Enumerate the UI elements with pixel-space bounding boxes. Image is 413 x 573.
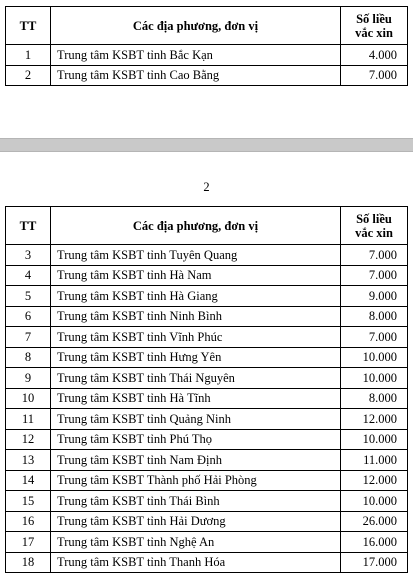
- row-doses: 8.000: [341, 306, 408, 327]
- row-unit: Trung tâm KSBT tỉnh Nam Định: [51, 450, 341, 471]
- row-number: 5: [6, 286, 51, 307]
- row-unit: Trung tâm KSBT tỉnh Thanh Hóa: [51, 552, 341, 573]
- row-doses: 10.000: [341, 368, 408, 389]
- page-break: [0, 138, 413, 152]
- row-number: 10: [6, 388, 51, 409]
- row-number: 16: [6, 511, 51, 532]
- table-row: [6, 347, 408, 368]
- table-row: [6, 450, 408, 471]
- header-unit: Các địa phương, đơn vị: [51, 7, 341, 45]
- row-number: 6: [6, 306, 51, 327]
- table-row: [6, 511, 408, 532]
- table-row: [6, 491, 408, 512]
- row-doses: 7.000: [341, 327, 408, 348]
- table-row: [6, 265, 408, 286]
- row-number: 18: [6, 552, 51, 573]
- row-doses: 12.000: [341, 470, 408, 491]
- table-row: [6, 552, 408, 573]
- table-row: [6, 429, 408, 450]
- row-doses: 10.000: [341, 491, 408, 512]
- header-tt: TT: [6, 7, 51, 45]
- row-doses: 11.000: [341, 450, 408, 471]
- row-unit: Trung tâm KSBT Thành phố Hải Phòng: [51, 470, 341, 491]
- page-number: 2: [203, 180, 210, 194]
- header-tt: TT: [6, 207, 51, 245]
- header-doses-line1: Số liều: [356, 211, 392, 226]
- row-doses: 4.000: [341, 45, 408, 66]
- row-number: 3: [6, 245, 51, 266]
- table-row: [6, 245, 408, 266]
- row-doses: 7.000: [341, 245, 408, 266]
- row-doses: 12.000: [341, 409, 408, 430]
- row-unit: Trung tâm KSBT tỉnh Quảng Ninh: [51, 409, 341, 430]
- row-doses: 10.000: [341, 347, 408, 368]
- table-row: [6, 532, 408, 553]
- table-header-row: [6, 207, 408, 245]
- row-doses: 9.000: [341, 286, 408, 307]
- row-number: 15: [6, 491, 51, 512]
- row-number: 9: [6, 368, 51, 389]
- row-number: 4: [6, 265, 51, 286]
- table-header-row: [6, 7, 408, 45]
- table-row: [6, 388, 408, 409]
- row-number: 8: [6, 347, 51, 368]
- vaccine-table-page-2: [5, 206, 408, 573]
- row-unit: Trung tâm KSBT tỉnh Hà Nam: [51, 265, 341, 286]
- table-row: [6, 368, 408, 389]
- table-row: [6, 65, 408, 86]
- table-row: [6, 409, 408, 430]
- header-doses-line1: Số liều: [356, 11, 392, 26]
- row-unit: Trung tâm KSBT tỉnh Bắc Kạn: [51, 45, 341, 66]
- row-number: 14: [6, 470, 51, 491]
- row-number: 12: [6, 429, 51, 450]
- table-body-page-2: [6, 245, 408, 573]
- header-doses-line2: vắc xin: [355, 225, 393, 240]
- row-number: 1: [6, 45, 51, 66]
- row-unit: Trung tâm KSBT tỉnh Phú Thọ: [51, 429, 341, 450]
- table-row: [6, 45, 408, 66]
- table-body-page-1: [6, 45, 408, 86]
- row-doses: 7.000: [341, 65, 408, 86]
- row-unit: Trung tâm KSBT tỉnh Ninh Bình: [51, 306, 341, 327]
- row-number: 2: [6, 65, 51, 86]
- header-unit: Các địa phương, đơn vị: [51, 207, 341, 245]
- row-unit: Trung tâm KSBT tỉnh Hà Tĩnh: [51, 388, 341, 409]
- table-row: [6, 306, 408, 327]
- row-unit: Trung tâm KSBT tỉnh Nghệ An: [51, 532, 341, 553]
- row-unit: Trung tâm KSBT tỉnh Hà Giang: [51, 286, 341, 307]
- header-doses: [341, 207, 408, 245]
- row-doses: 10.000: [341, 429, 408, 450]
- row-unit: Trung tâm KSBT tỉnh Vĩnh Phúc: [51, 327, 341, 348]
- row-doses: 26.000: [341, 511, 408, 532]
- row-unit: Trung tâm KSBT tỉnh Tuyên Quang: [51, 245, 341, 266]
- row-unit: Trung tâm KSBT tỉnh Cao Bằng: [51, 65, 341, 86]
- row-doses: 7.000: [341, 265, 408, 286]
- row-doses: 16.000: [341, 532, 408, 553]
- vaccine-table-page-1: [5, 6, 408, 86]
- row-doses: 8.000: [341, 388, 408, 409]
- row-unit: Trung tâm KSBT tỉnh Hưng Yên: [51, 347, 341, 368]
- header-doses-line2: vắc xin: [355, 25, 393, 40]
- row-unit: Trung tâm KSBT tỉnh Thái Bình: [51, 491, 341, 512]
- table-row: [6, 327, 408, 348]
- row-number: 13: [6, 450, 51, 471]
- row-doses: 17.000: [341, 552, 408, 573]
- header-doses: [341, 7, 408, 45]
- table-row: [6, 470, 408, 491]
- row-unit: Trung tâm KSBT tỉnh Hải Dương: [51, 511, 341, 532]
- row-unit: Trung tâm KSBT tỉnh Thái Nguyên: [51, 368, 341, 389]
- row-number: 11: [6, 409, 51, 430]
- row-number: 7: [6, 327, 51, 348]
- table-row: [6, 286, 408, 307]
- row-number: 17: [6, 532, 51, 553]
